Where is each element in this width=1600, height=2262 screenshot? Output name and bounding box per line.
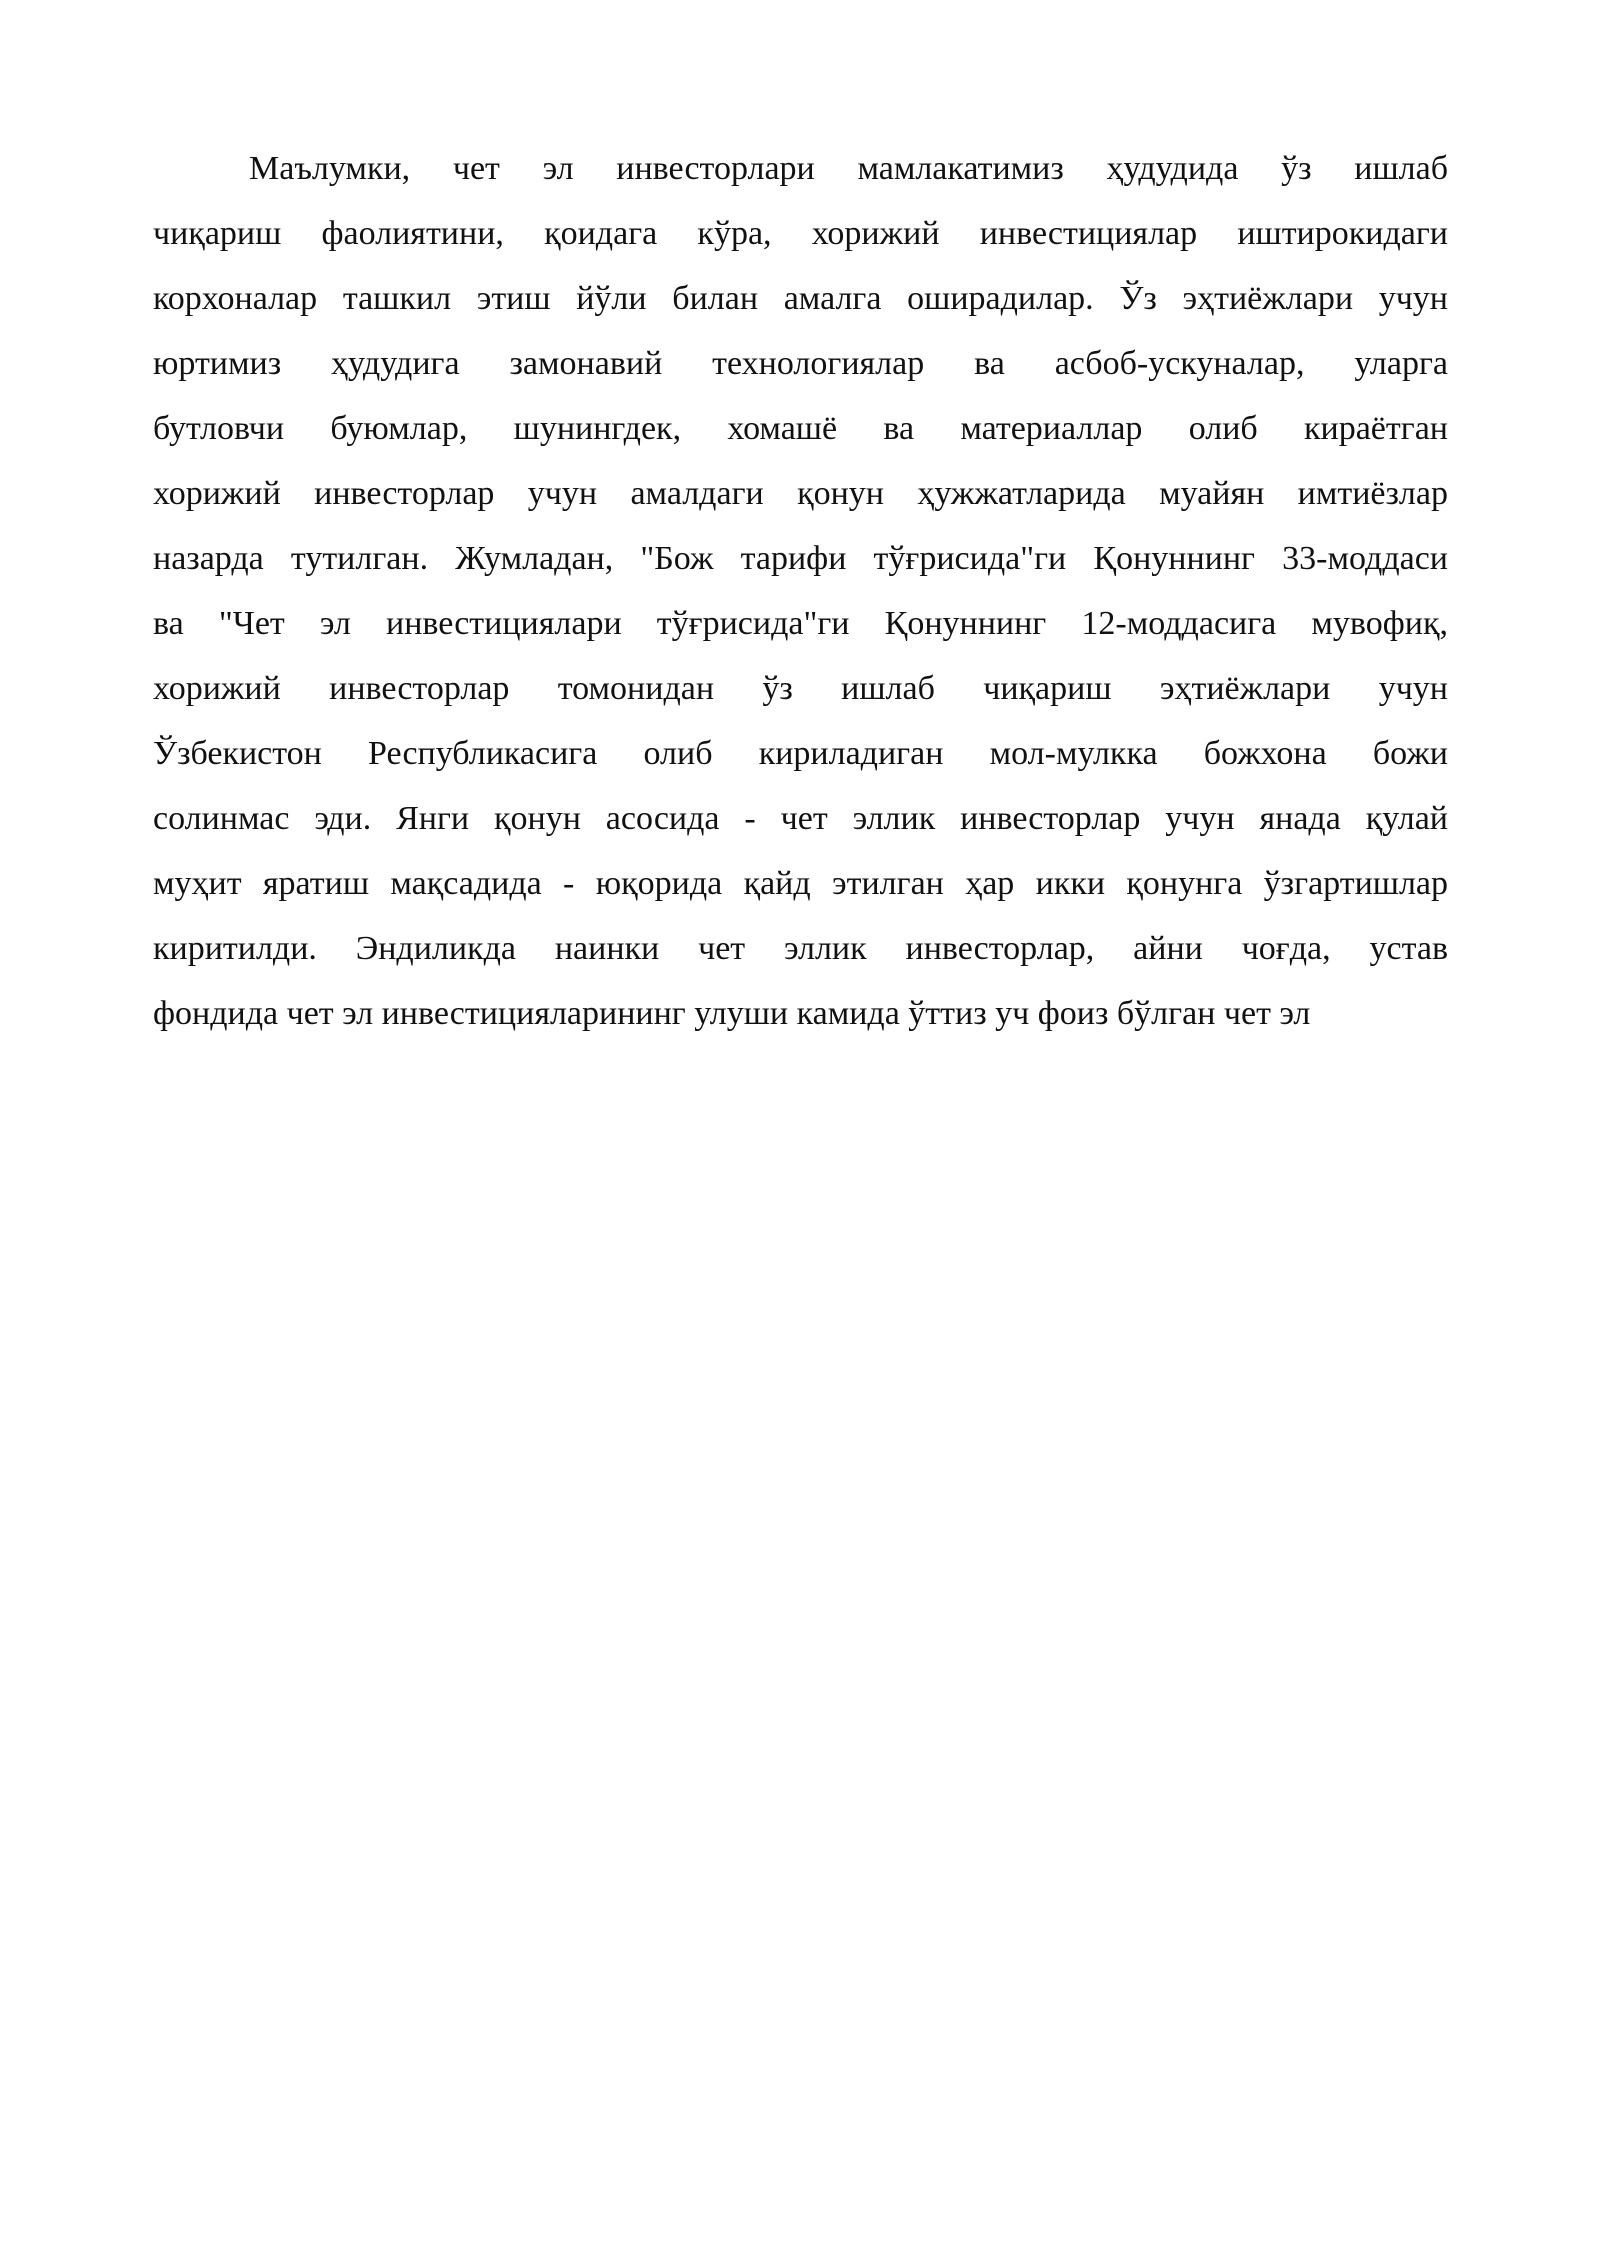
paragraph-line: хорижий инвесторлар томонидан ўз ишлаб чиқариш эҳтиёжлари учун: [153, 670, 1448, 707]
paragraph-line: Маълумки, чет эл инвесторлари мамлакатимиз ҳудудида ўз ишлаб: [249, 150, 1448, 187]
paragraph-line: солинмас эди. Янги қонун асосида - чет эллик инвесторлар учун янада қулай: [153, 800, 1448, 837]
paragraph-line: муҳит яратиш мақсадида - юқорида қайд этилган ҳар икки қонунга ўзгартишлар: [153, 865, 1448, 902]
paragraph-line: киритилди. Эндиликда наинки чет эллик инвесторлар, айни чоғда, устав: [153, 930, 1448, 967]
paragraph-line: бутловчи буюмлар, шунингдек, хомашё ва материаллар олиб кираётган: [153, 410, 1448, 447]
paragraph-line: корхоналар ташкил этиш йўли билан амалга оширадилар. Ўз эҳтиёжлари учун: [153, 280, 1448, 317]
paragraph-line: назарда тутилган. Жумладан, "Бож тарифи тўғрисида"ги Қонуннинг 33-моддаси: [153, 540, 1448, 577]
paragraph-line: фондида чет эл инвестицияларининг улуши камида ўттиз уч фоиз бўлган чет эл: [153, 995, 1311, 1032]
paragraph-line: чиқариш фаолиятини, қоидага кўра, хорижий инвестициялар иштирокидаги: [153, 215, 1448, 252]
paragraph-line: ва "Чет эл инвестициялари тўғрисида"ги Қонуннинг 12-моддасига мувофиқ,: [153, 605, 1448, 642]
body-paragraph: [153, 136, 1448, 1046]
paragraph-line: хорижий инвесторлар учун амалдаги қонун ҳужжатларида муайян имтиёзлар: [153, 475, 1448, 512]
paragraph-line: Ўзбекистон Республикасига олиб кириладиган мол-мулкка божхона божи: [153, 735, 1448, 772]
paragraph-line: юртимиз ҳудудига замонавий технологиялар ва асбоб-ускуналар, уларга: [153, 345, 1448, 382]
